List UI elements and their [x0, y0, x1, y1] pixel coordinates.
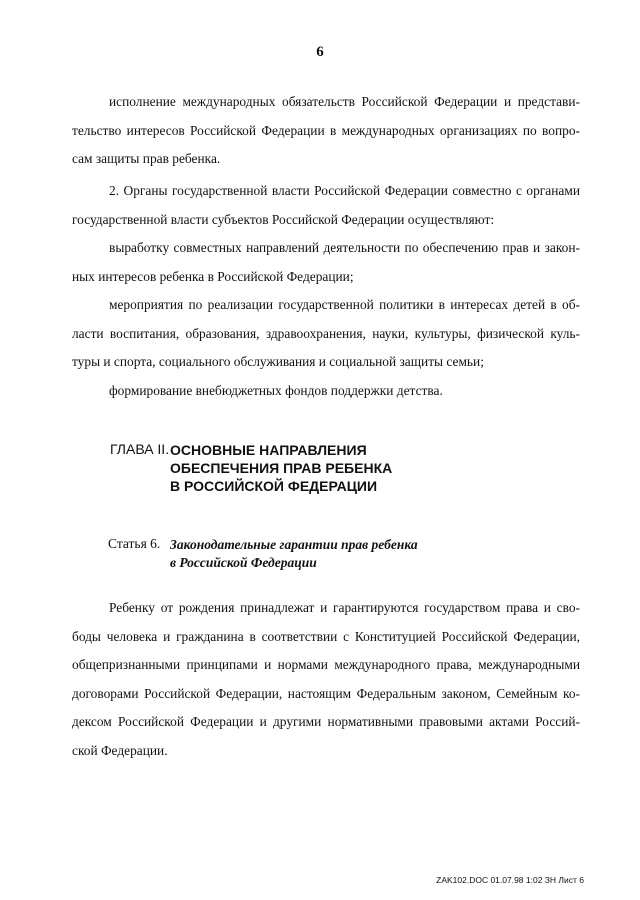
- paragraph-authorities: [72, 177, 580, 405]
- text-line: сам защиты прав ребенка.: [72, 151, 221, 166]
- text-line: мероприятия по реализации государственной политики в интересах детей в об-: [109, 297, 580, 312]
- chapter-label: ГЛАВА II.: [110, 441, 170, 457]
- text-line: общепризнанными принципами и нормами международного права, международными: [72, 657, 580, 672]
- text-line: тельство интересов Российской Федерации в международных организациях по вопро-: [72, 122, 580, 138]
- paragraph-rights: [72, 594, 580, 765]
- text-line: дексом Российской Федерации и другими нормативными правовыми актами Россий-: [72, 714, 580, 729]
- text-line: государственной власти субъектов Российской Федерации осуществляют:: [72, 211, 495, 227]
- text-line: ных интересов ребенка в Российской Федерации;: [72, 268, 354, 284]
- chapter-title-line: В РОССИЙСКОЙ ФЕДЕРАЦИИ: [170, 478, 378, 494]
- page-footer: ZAK102.DOC 01.07.98 1:02 ЗН Лист 6: [436, 875, 584, 885]
- text-line: формирование внебюджетных фондов поддержки детства.: [109, 382, 443, 398]
- text-line: договорами Российской Федерации, настоящим Федеральным законом, Семейным ко-: [72, 685, 580, 701]
- text-line: Ребенку от рождения принадлежат и гарантируются государством права и сво-: [109, 600, 580, 615]
- article-title: [170, 536, 418, 572]
- chapter-title: [170, 441, 392, 495]
- text-line: исполнение международных обязательств Российской Федерации и представи-: [109, 94, 580, 109]
- page-number: 6: [316, 44, 324, 60]
- chapter-title-line: ОСНОВНЫЕ НАПРАВЛЕНИЯ: [170, 442, 367, 458]
- article-title-line: Законодательные гарантии прав ребенка: [170, 537, 418, 552]
- article-label: Статья 6.: [108, 536, 161, 551]
- text-line: выработку совместных направлений деятельности по обеспечению прав и закон-: [109, 240, 580, 255]
- paragraph-obligations: [72, 88, 580, 174]
- text-line: 2. Органы государственной власти Российской Федерации совместно с органами: [109, 183, 580, 198]
- chapter-title-line: ОБЕСПЕЧЕНИЯ ПРАВ РЕБЕНКА: [170, 460, 393, 476]
- text-line: ласти воспитания, образования, здравоохранения, науки, культуры, физической куль-: [72, 325, 580, 341]
- article-title-line: в Российской Федерации: [170, 555, 317, 570]
- text-line: боды человека и гражданина в соответствии с Конституцией Российской Федерации,: [72, 628, 580, 644]
- text-line: ской Федерации.: [72, 742, 168, 758]
- text-line: туры и спорта, социального обслуживания и социальной защиты семьи;: [72, 354, 484, 369]
